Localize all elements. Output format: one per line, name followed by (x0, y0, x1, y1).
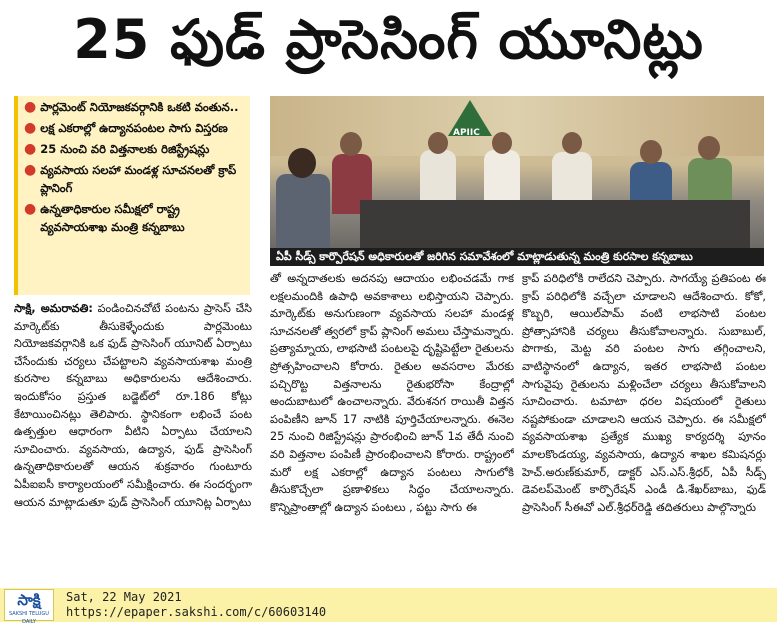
epaper-link[interactable]: https://epaper.sakshi.com/c/60603140 (66, 605, 327, 619)
person-head (288, 148, 316, 178)
person-figure (420, 150, 456, 204)
person-head (640, 140, 662, 164)
article-column-2: తో అన్నదాతలకు అదనపు ఆదాయం లభించడమే గాక లక్షలమందికి ఉపాధి అవకాశాలు లభిస్తాయని చెప్పారు. మార్కెట్‌కు అనుగుణంగా వ్యవసాయ సలహా మండళ్ల సూచనలతో త్వరలో క్రాప్ ప్లానింగ్ అమలు చేస్తామన్నారు. ప్రత్యామ్నాయ, లాభసాటి పంటలపై దృష్టిపెట్టేలా రైతులను ప్రోత్సహించాలని కోరారు. రైతుల అవసరాల మేరకు పచ్చిరొట్ట విత్తనాలను రైతుభరోసా కేంద్రాల్లో అందుబాటులో ఉంచాలన్నారు. వేరుశనగ రాయితీ విత్తన పంపిణీని జూన్ 17 నాటికి పూర్తిచేయాలన్నారు. ఈనెల 25 నుంచి రిజిస్ట్రేషన్లు ప్రారంభించి జూన్ 1వ తేదీ నుంచి వరి విత్తనాల పంపిణీ ప్రారంభించాలని కోరారు. రాష్ట్రంలో మరో లక్ష ఎకరాల్లో ఉద్యాన పంటలు సాగులోకి తీసుకొచ్చేలా ప్రణాళికలు సిద్ధం చేయాలన్నారు. కొన్నిప్రాంతాల్లో ఉద్యాన పంటలు , పట్టు సాగు ఈ (270, 272, 514, 514)
highlight-item: ● లక్ష ఎకరాల్లో ఉద్యానపంటల సాగు విస్తరణ (24, 120, 228, 136)
brand-name: సాక్షి (17, 591, 41, 609)
person-head (698, 136, 720, 160)
brand-subtitle: SAKSHI TELUGU DAILY (9, 611, 49, 625)
bullet-icon: ● (24, 99, 37, 115)
sakshi-logo (4, 589, 54, 625)
photo-caption: ఏపీ సీడ్స్ కార్పొరేషన్ అధికారులతో జరిగిన సమావేశంలో మాట్లాడుతున్న మంత్రి కురసాల కన్నబాబు (270, 248, 764, 266)
article-column-1 (14, 300, 252, 582)
person-head (492, 132, 512, 154)
bullet-icon: ● (24, 201, 37, 217)
headline: 25 ఫుడ్ ప్రాసెసింగ్ యూనిట్లు (73, 7, 704, 71)
highlights-box (14, 96, 250, 295)
bullet-icon: ● (24, 120, 37, 136)
dateline: సాక్షి, అమరావతి: (14, 302, 93, 315)
person-figure (276, 174, 330, 248)
bullet-icon: ● (24, 162, 37, 178)
person-figure (484, 150, 520, 204)
highlight-item: ● పార్లమెంట్ నియోజకవర్గానికి ఒకటి వంతున.. (24, 99, 239, 115)
logo-text: APIIC (453, 128, 480, 138)
person-head (428, 132, 448, 154)
highlight-item: ● వ్యవసాయ సలహా మండళ్ల సూచనలతో క్రాప్ ప్లానింగ్ (24, 162, 237, 195)
bullet-icon: ● (24, 141, 37, 157)
footer-bar (0, 588, 777, 625)
highlight-item: ● ఉన్నతాధికారుల సమీక్షలో రాష్ట్ర వ్యవసాయశాఖ మంత్రి కన్నబాబు (24, 201, 185, 234)
article-text: పండించినచోటే పంటను ప్రాసెస్ చేసి మార్కెట్‌కు తీసుకెళ్ళేందుకు పార్లమెంటు నియోజకవర్గానికి ఒక ఫుడ్ ప్రాసెసింగ్ యూనిట్ ఏర్పాటు చేసేందుకు చర్యలు చేపట్టాలని వ్యవసాయశాఖ మంత్రి కురసాల కన్నబాబు అధికారులను ఆదేశించారు. ఇందుకోసం ప్రస్తుత బడ్జెట్‌లో రూ.186 కోట్లు కేటాయించినట్లు తెలిపారు. స్థానికంగా లభించే పంట ఉత్పత్తుల ఆధారంగా వీటిని ఏర్పాటు చేయాలని సూచించారు. వ్యవసాయ, ఉద్యాన, ఫుడ్ ప్రాసెసింగ్ ఉన్నతాధికారులతో ఆయన శుక్రవారం గుంటూరు ఏపీఐఐసీ కార్యాలయంలో సమీక్షించారు. ఈ సందర్భంగా ఆయన మాట్లాడుతూ ఫుడ్ ప్రాసెసింగ్ యూనిట్ల ఏర్పాటు (14, 302, 252, 509)
highlight-item: ● 25 నుంచి వరి విత్తనాలకు రిజిస్ట్రేషన్లు (24, 141, 210, 157)
person-head (562, 132, 582, 154)
edition-date: Sat, 22 May 2021 (66, 590, 182, 604)
conference-table (360, 200, 750, 248)
article-column-3: క్రాప్ పరిధిలోకి రాలేదని చెప్పారు. సాగయ్యే ప్రతిపంట ఈ క్రాప్ పరిధిలోకి వచ్చేలా చూడాలని ఆదేశించారు. కోకో, కొబ్బరి, ఆయిల్‌పామ్ వంటి లాభసాటి పంటల ప్రోత్సాహానికి చర్యలు తీసుకోవాలన్నారు. సుబాబుల్, పొగాకు, మెట్ట వరి పంటల సాగు తగ్గించాలని, వాటిస్థానంలో ఉద్యాన, ఇతర లాభసాటి పంటల సాగువైపు రైతులను మళ్లించేలా చర్యలు తీసుకోవాలని సూచించారు. టమాటా ధరల విషయంలో రైతులు నష్టపోకుండా చూడాలని ఆయన చెప్పారు. ఈ సమీక్షలో వ్యవసాయశాఖ ప్రత్యేక ముఖ్య కార్యదర్శి పూనం మాలకొండయ్య, వ్యవసాయ, ఉద్యాన శాఖల కమిషనర్లు హెచ్.అరుణ్‌కుమార్, డాక్టర్ ఎస్.ఎస్.శ్రీధర్, ఏపీ సీడ్స్ డెవలప్‌మెంట్ కార్పొరేషన్ ఎండీ డి.శేఖర్‌బాబు, ఫుడ్ ప్రాసెసింగ్ సీఈవో ఎల్.శ్రీధర్‌రెడ్డి తదితరులు పాల్గొన్నారు (522, 272, 766, 514)
person-head (340, 132, 362, 156)
meeting-photo (270, 96, 764, 248)
